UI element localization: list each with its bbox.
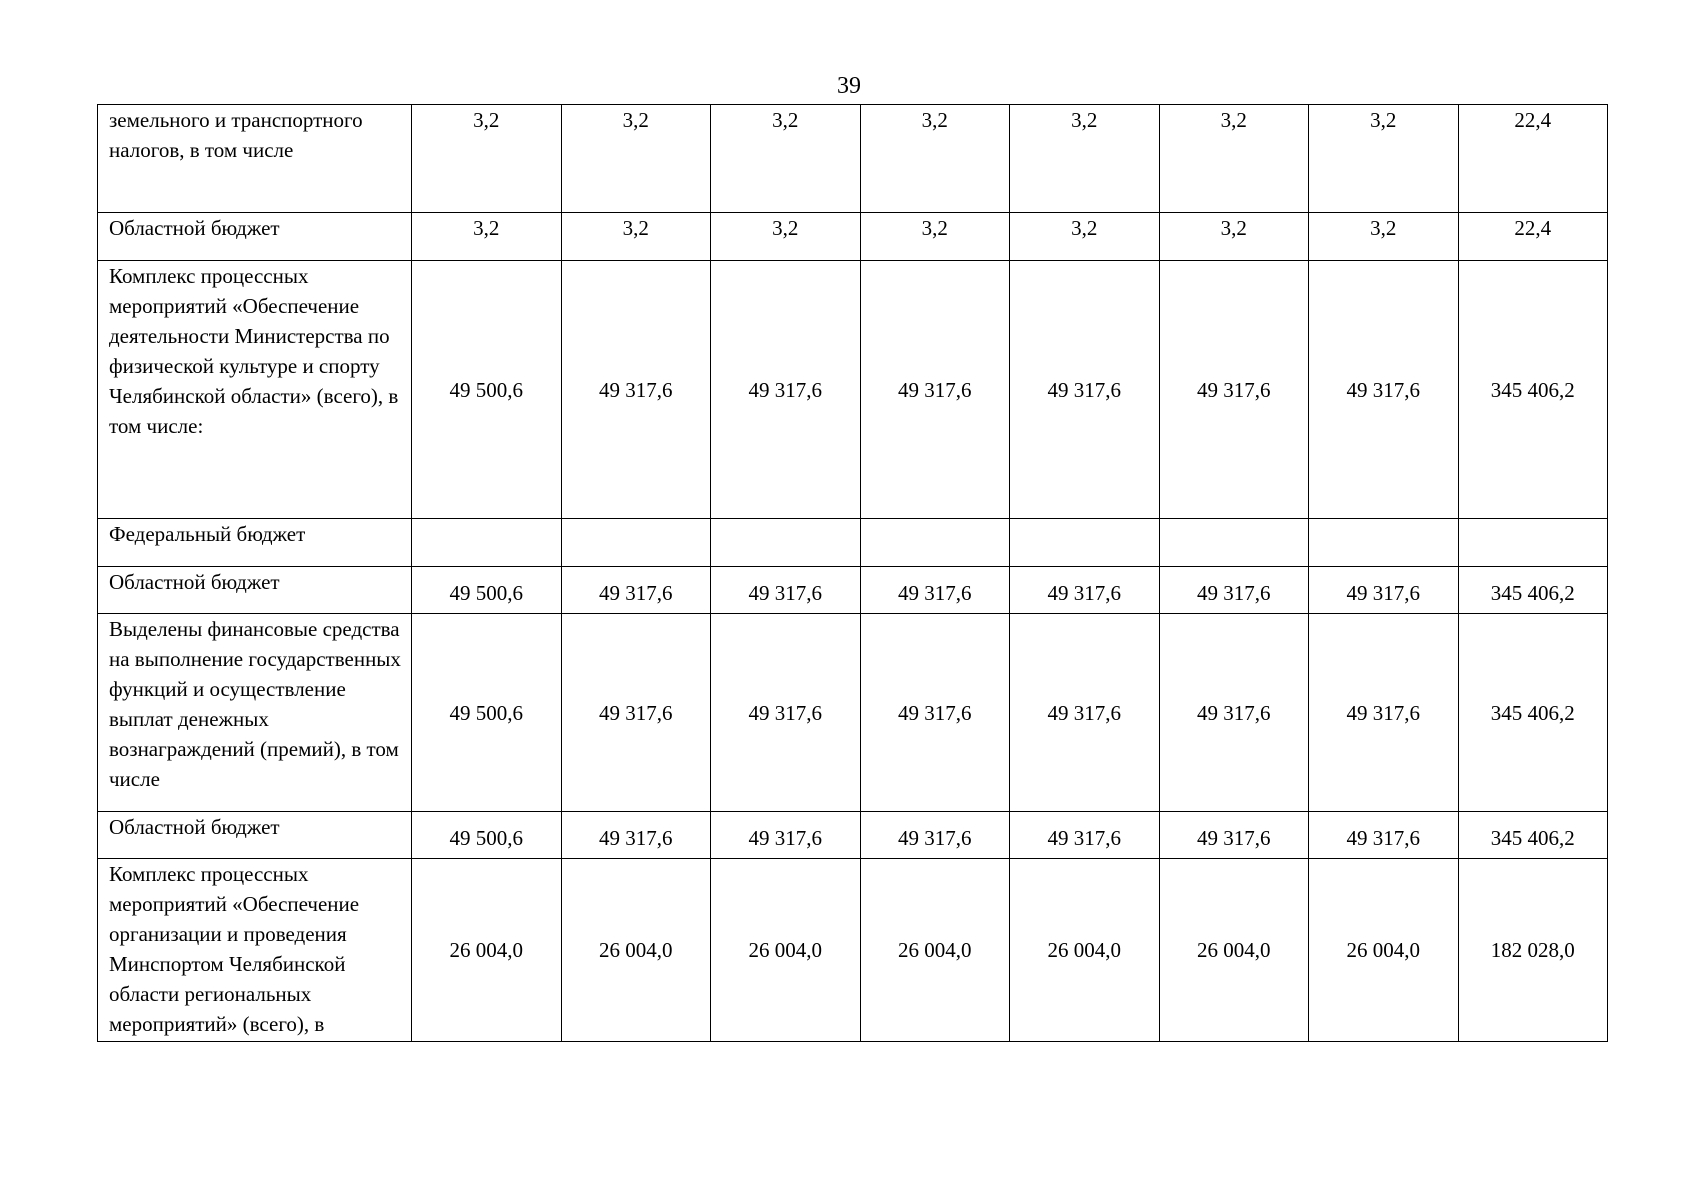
table-cell: 3,2 [711,213,861,261]
table-cell: 26 004,0 [1010,859,1160,1042]
table-cell: 26 004,0 [561,859,711,1042]
table-cell: 3,2 [1010,213,1160,261]
budget-table [97,104,1608,1042]
table-cell: 49 317,6 [1010,261,1160,519]
table-cell: 49 317,6 [1309,567,1459,614]
table-cell: 49 500,6 [412,567,562,614]
table-cell: 49 317,6 [1010,567,1160,614]
table-cell: 3,2 [1159,213,1309,261]
table-cell: 26 004,0 [412,859,562,1042]
row-label: Комплекс процессных мероприятий «Обеспечение организации и проведения Минспортом Челябинской области региональных мероприятий» (всего), в [98,859,412,1042]
row-label: Федеральный бюджет [98,519,412,567]
table-cell: 3,2 [711,105,861,213]
table-cell: 3,2 [412,105,562,213]
row-label: земельного и транспортного налогов, в том числе [98,105,412,213]
table-cell: 49 500,6 [412,614,562,812]
table-cell-total: 182 028,0 [1458,859,1608,1042]
table-cell: 49 317,6 [860,567,1010,614]
table-cell: 49 317,6 [860,614,1010,812]
table-cell [711,519,861,567]
table-row [98,213,1608,261]
table-cell: 49 317,6 [1159,567,1309,614]
table-cell: 3,2 [412,213,562,261]
table-row [98,859,1608,1042]
table-cell: 49 317,6 [711,567,861,614]
row-label: Комплекс процессных мероприятий «Обеспечение деятельности Министерства по физической культуре и спорту Челябинской области» (всего), в том числе: [98,261,412,519]
table-cell-total: 345 406,2 [1458,567,1608,614]
table-row [98,519,1608,567]
table-cell: 26 004,0 [1309,859,1459,1042]
table-cell: 49 317,6 [561,261,711,519]
table-cell [1309,519,1459,567]
table-cell: 49 317,6 [1309,812,1459,859]
table-cell: 49 317,6 [561,567,711,614]
table-cell: 49 317,6 [860,812,1010,859]
table-cell: 49 317,6 [1159,261,1309,519]
table-row [98,261,1608,519]
table-cell-total: 345 406,2 [1458,812,1608,859]
table-cell [1159,519,1309,567]
table-cell: 3,2 [1309,105,1459,213]
table-cell: 49 317,6 [1010,812,1160,859]
table-cell: 49 500,6 [412,261,562,519]
table-cell: 49 317,6 [711,812,861,859]
table-cell: 49 317,6 [1159,614,1309,812]
table-cell: 49 317,6 [1159,812,1309,859]
page-number: 39 [837,73,861,99]
row-label: Областной бюджет [98,213,412,261]
table-cell: 3,2 [561,213,711,261]
table-row [98,614,1608,812]
table-cell [860,519,1010,567]
table-cell-total [1458,519,1608,567]
table-cell: 26 004,0 [860,859,1010,1042]
table-cell-total: 345 406,2 [1458,614,1608,812]
table-cell: 26 004,0 [1159,859,1309,1042]
table-cell [412,519,562,567]
table-cell: 49 317,6 [561,614,711,812]
table-row [98,105,1608,213]
row-label: Выделены финансовые средства на выполнение государственных функций и осуществление выплат денежных вознаграждений (премий), в том числе [98,614,412,812]
table-cell: 3,2 [1010,105,1160,213]
table-cell [1010,519,1160,567]
table-cell: 3,2 [860,213,1010,261]
table-cell: 3,2 [860,105,1010,213]
table-cell: 49 317,6 [1309,261,1459,519]
row-label: Областной бюджет [98,812,412,859]
table-cell: 3,2 [1309,213,1459,261]
table-cell: 49 317,6 [1309,614,1459,812]
table-cell: 49 317,6 [860,261,1010,519]
table-row [98,567,1608,614]
table-cell [561,519,711,567]
row-label: Областной бюджет [98,567,412,614]
table-cell: 49 500,6 [412,812,562,859]
table-cell: 3,2 [561,105,711,213]
table-cell: 3,2 [1159,105,1309,213]
table-cell-total: 345 406,2 [1458,261,1608,519]
table-cell: 26 004,0 [711,859,861,1042]
table-cell-total: 22,4 [1458,213,1608,261]
table-cell-total: 22,4 [1458,105,1608,213]
table-cell: 49 317,6 [1010,614,1160,812]
table-cell: 49 317,6 [711,614,861,812]
table-row [98,812,1608,859]
table-cell: 49 317,6 [711,261,861,519]
table-cell: 49 317,6 [561,812,711,859]
